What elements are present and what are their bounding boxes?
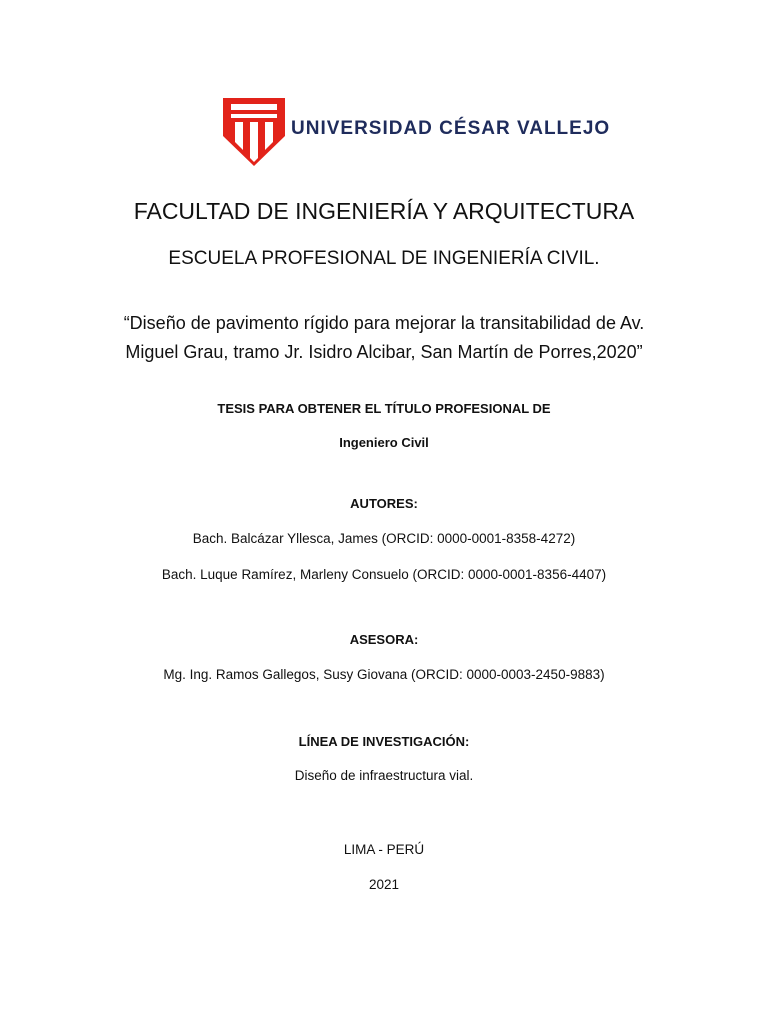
research-line-heading: LÍNEA DE INVESTIGACIÓN: bbox=[298, 734, 470, 749]
research-line-value: Diseño de infraestructura vial. bbox=[294, 768, 474, 783]
degree-heading: TESIS PARA OBTENER EL TÍTULO PROFESIONAL DE bbox=[217, 401, 551, 416]
faculty-heading: FACULTAD DE INGENIERÍA Y ARQUITECTURA bbox=[133, 198, 635, 224]
university-logo bbox=[221, 96, 611, 168]
thesis-title-line-1: “Diseño de pavimento rígido para mejorar la transitabilidad de Av. bbox=[123, 313, 645, 333]
thesis-title-line-2: Miguel Grau, tramo Jr. Isidro Alcibar, San Martín de Porres,2020” bbox=[125, 342, 643, 362]
thesis-title bbox=[0, 309, 768, 367]
logo-wordmark: UNIVERSIDAD CÉSAR VALLEJO bbox=[291, 118, 611, 139]
ucv-shield-icon bbox=[221, 96, 287, 168]
author-1: Bach. Balcázar Yllesca, James (ORCID: 0000-0001-8358-4272) bbox=[192, 531, 576, 546]
advisor-name: Mg. Ing. Ramos Gallegos, Susy Giovana (ORCID: 0000-0003-2450-9883) bbox=[163, 667, 605, 682]
year: 2021 bbox=[368, 877, 400, 892]
author-2: Bach. Luque Ramírez, Marleny Consuelo (ORCID: 0000-0001-8356-4407) bbox=[161, 567, 607, 582]
degree-title: Ingeniero Civil bbox=[339, 435, 429, 450]
school-heading: ESCUELA PROFESIONAL DE INGENIERÍA CIVIL. bbox=[168, 248, 600, 269]
place: LIMA - PERÚ bbox=[343, 842, 425, 857]
authors-heading: AUTORES: bbox=[350, 496, 418, 511]
advisor-heading: ASESORA: bbox=[349, 632, 419, 647]
